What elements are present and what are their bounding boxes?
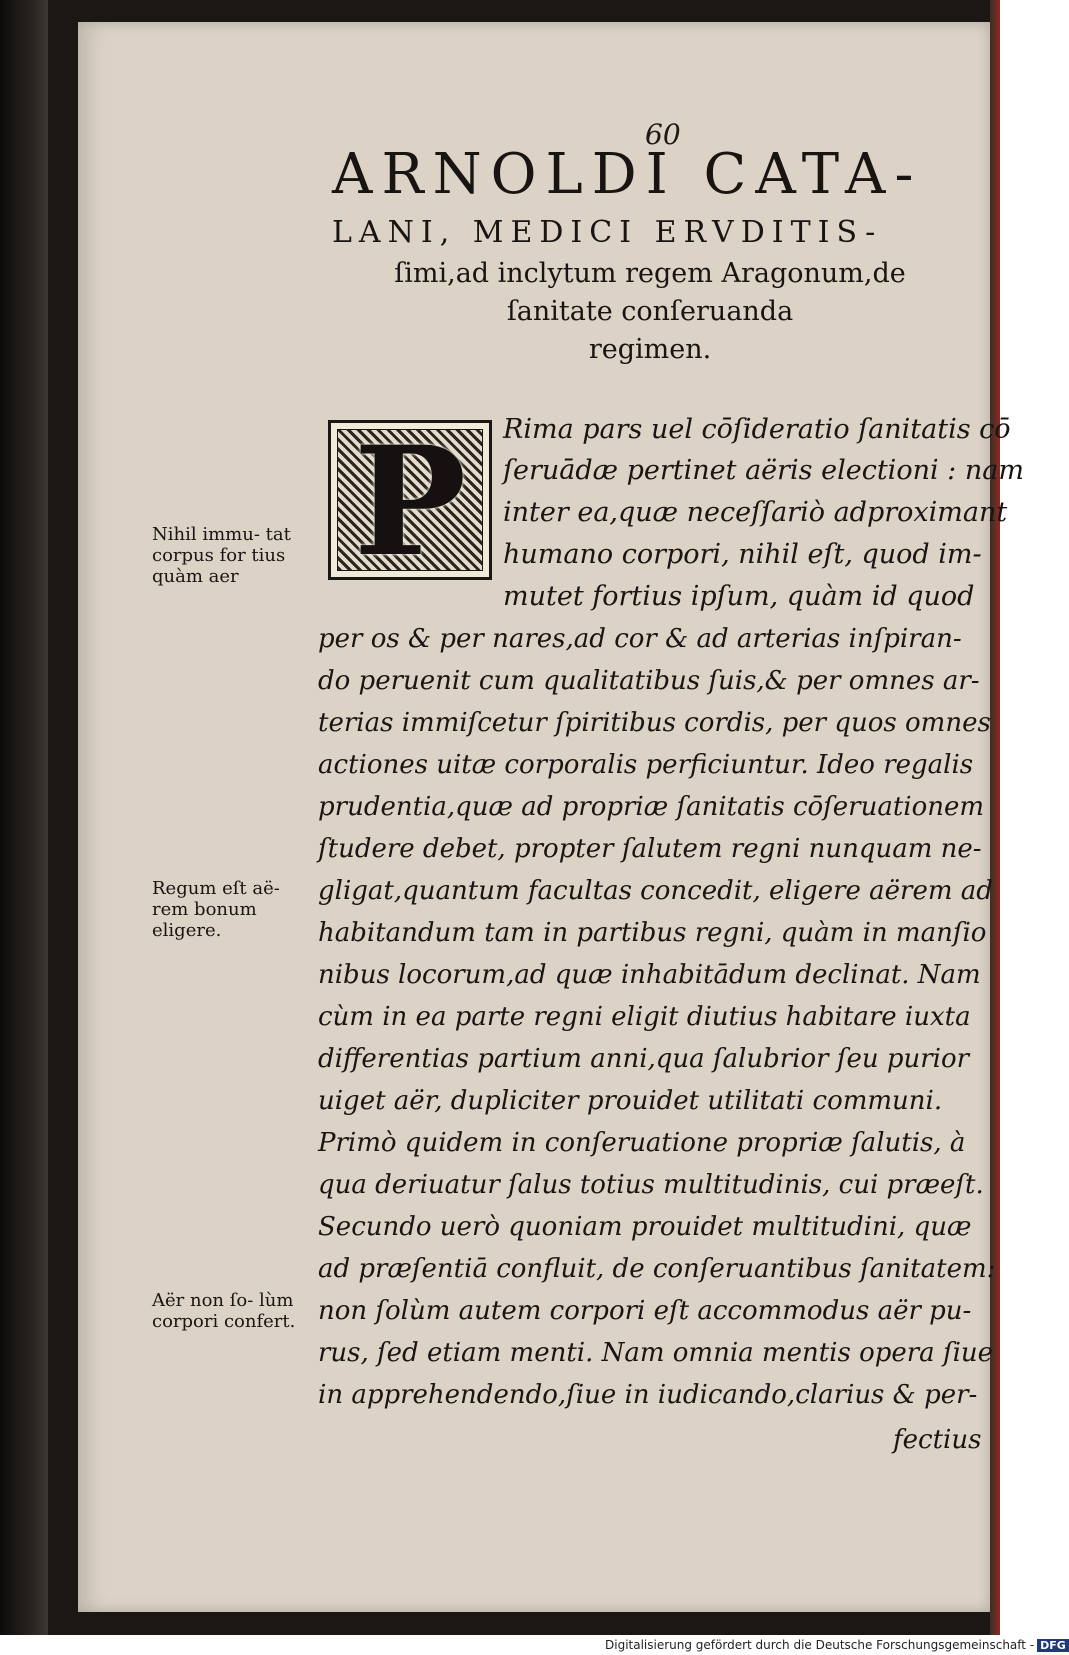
title-line-2: LANI, MEDICI ERVDITIS-	[332, 215, 883, 250]
body-line: prudentia,quæ ad propriæ ſanitatis cōſeruationem	[318, 792, 985, 822]
body-line: in apprehendendo,ſiue in iudicando,clarius & per-	[318, 1380, 978, 1410]
dfg-logo: DFG	[1037, 1639, 1069, 1652]
body-line: differentias partium anni,qua ſalubrior ſeu purior	[318, 1044, 970, 1074]
body-line: qua deriuatur ſalus totius multitudinis, cui præeſt.	[318, 1170, 984, 1200]
title-line-1: ARNOLDI CATA-	[332, 142, 923, 207]
body-line: ad præſentiā confluit, de conſeruantibus ſanitatem:	[318, 1254, 996, 1284]
margin-note: Regum eſt aë- rem bonum eligere.	[152, 878, 280, 941]
body-line: Secundo uerò quoniam prouidet multitudini, quæ	[318, 1212, 972, 1242]
body-line: Primò quidem in conſeruatione propriæ ſalutis, à	[318, 1128, 966, 1158]
title-subline: ſanitate conſeruanda	[506, 296, 794, 327]
initial-letter: P	[353, 414, 467, 590]
body-line: habitandum tam in partibus regni, quàm in manſio	[318, 918, 987, 948]
title-subline: ſimi,ad inclytum regem Aragonum,de	[394, 258, 906, 289]
body-line: gligat,quantum facultas concedit, eligere aërem ad	[318, 876, 993, 906]
body-line: ſtudere debet, propter ſalutem regni nunquam ne-	[318, 834, 982, 864]
title-subline: regimen.	[588, 334, 712, 365]
digitization-footer	[605, 1638, 1069, 1652]
body-line: per os & per nares,ad cor & ad arterias inſpiran-	[318, 624, 962, 654]
body-line: humano corpori, nihil eſt, quod im-	[503, 539, 982, 570]
body-line: do peruenit cum qualitatibus ſuis,& per omnes ar-	[318, 666, 980, 696]
body-line: inter ea,quæ neceſſariò adproximant	[503, 497, 1008, 528]
body-line: mutet fortius ipſum, quàm id quod	[503, 581, 975, 612]
footer-text: Digitalisierung gefördert durch die Deutsche Forschungsgemeinschaft -	[605, 1638, 1035, 1652]
body-line: rus, ſed etiam menti. Nam omnia mentis opera ſiue	[318, 1338, 994, 1368]
page-edge	[990, 0, 1000, 1635]
body-line: non ſolùm autem corpori eſt accommodus aër pu-	[318, 1296, 972, 1326]
decorated-initial	[328, 414, 492, 590]
body-line: uiget aër, dupliciter prouidet utilitati communi.	[318, 1086, 943, 1116]
body-line: cùm in ea parte regni eligit diutius habitare iuxta	[318, 1002, 971, 1032]
title-subtitle	[330, 255, 970, 369]
body-line: actiones uitæ corporalis perficiuntur. Ideo regalis	[318, 750, 974, 780]
book-spine	[0, 0, 48, 1635]
body-line: terias immiſcetur ſpiritibus cordis, per quos omnes	[318, 708, 991, 738]
page-number: 60	[645, 118, 681, 151]
catchword: fectius	[893, 1425, 982, 1455]
body-line: Rima pars uel cōſideratio ſanitatis cō	[503, 414, 1011, 445]
body-line: nibus locorum,ad quæ inhabitādum declinat. Nam	[318, 960, 981, 990]
margin-note: Nihil immu- tat corpus for tius quàm aer	[152, 524, 291, 587]
margin-note: Aër non ſo- lùm corpori confert.	[152, 1290, 296, 1332]
body-line: ſeruādæ pertinet aëris electioni : nam	[503, 455, 1024, 486]
